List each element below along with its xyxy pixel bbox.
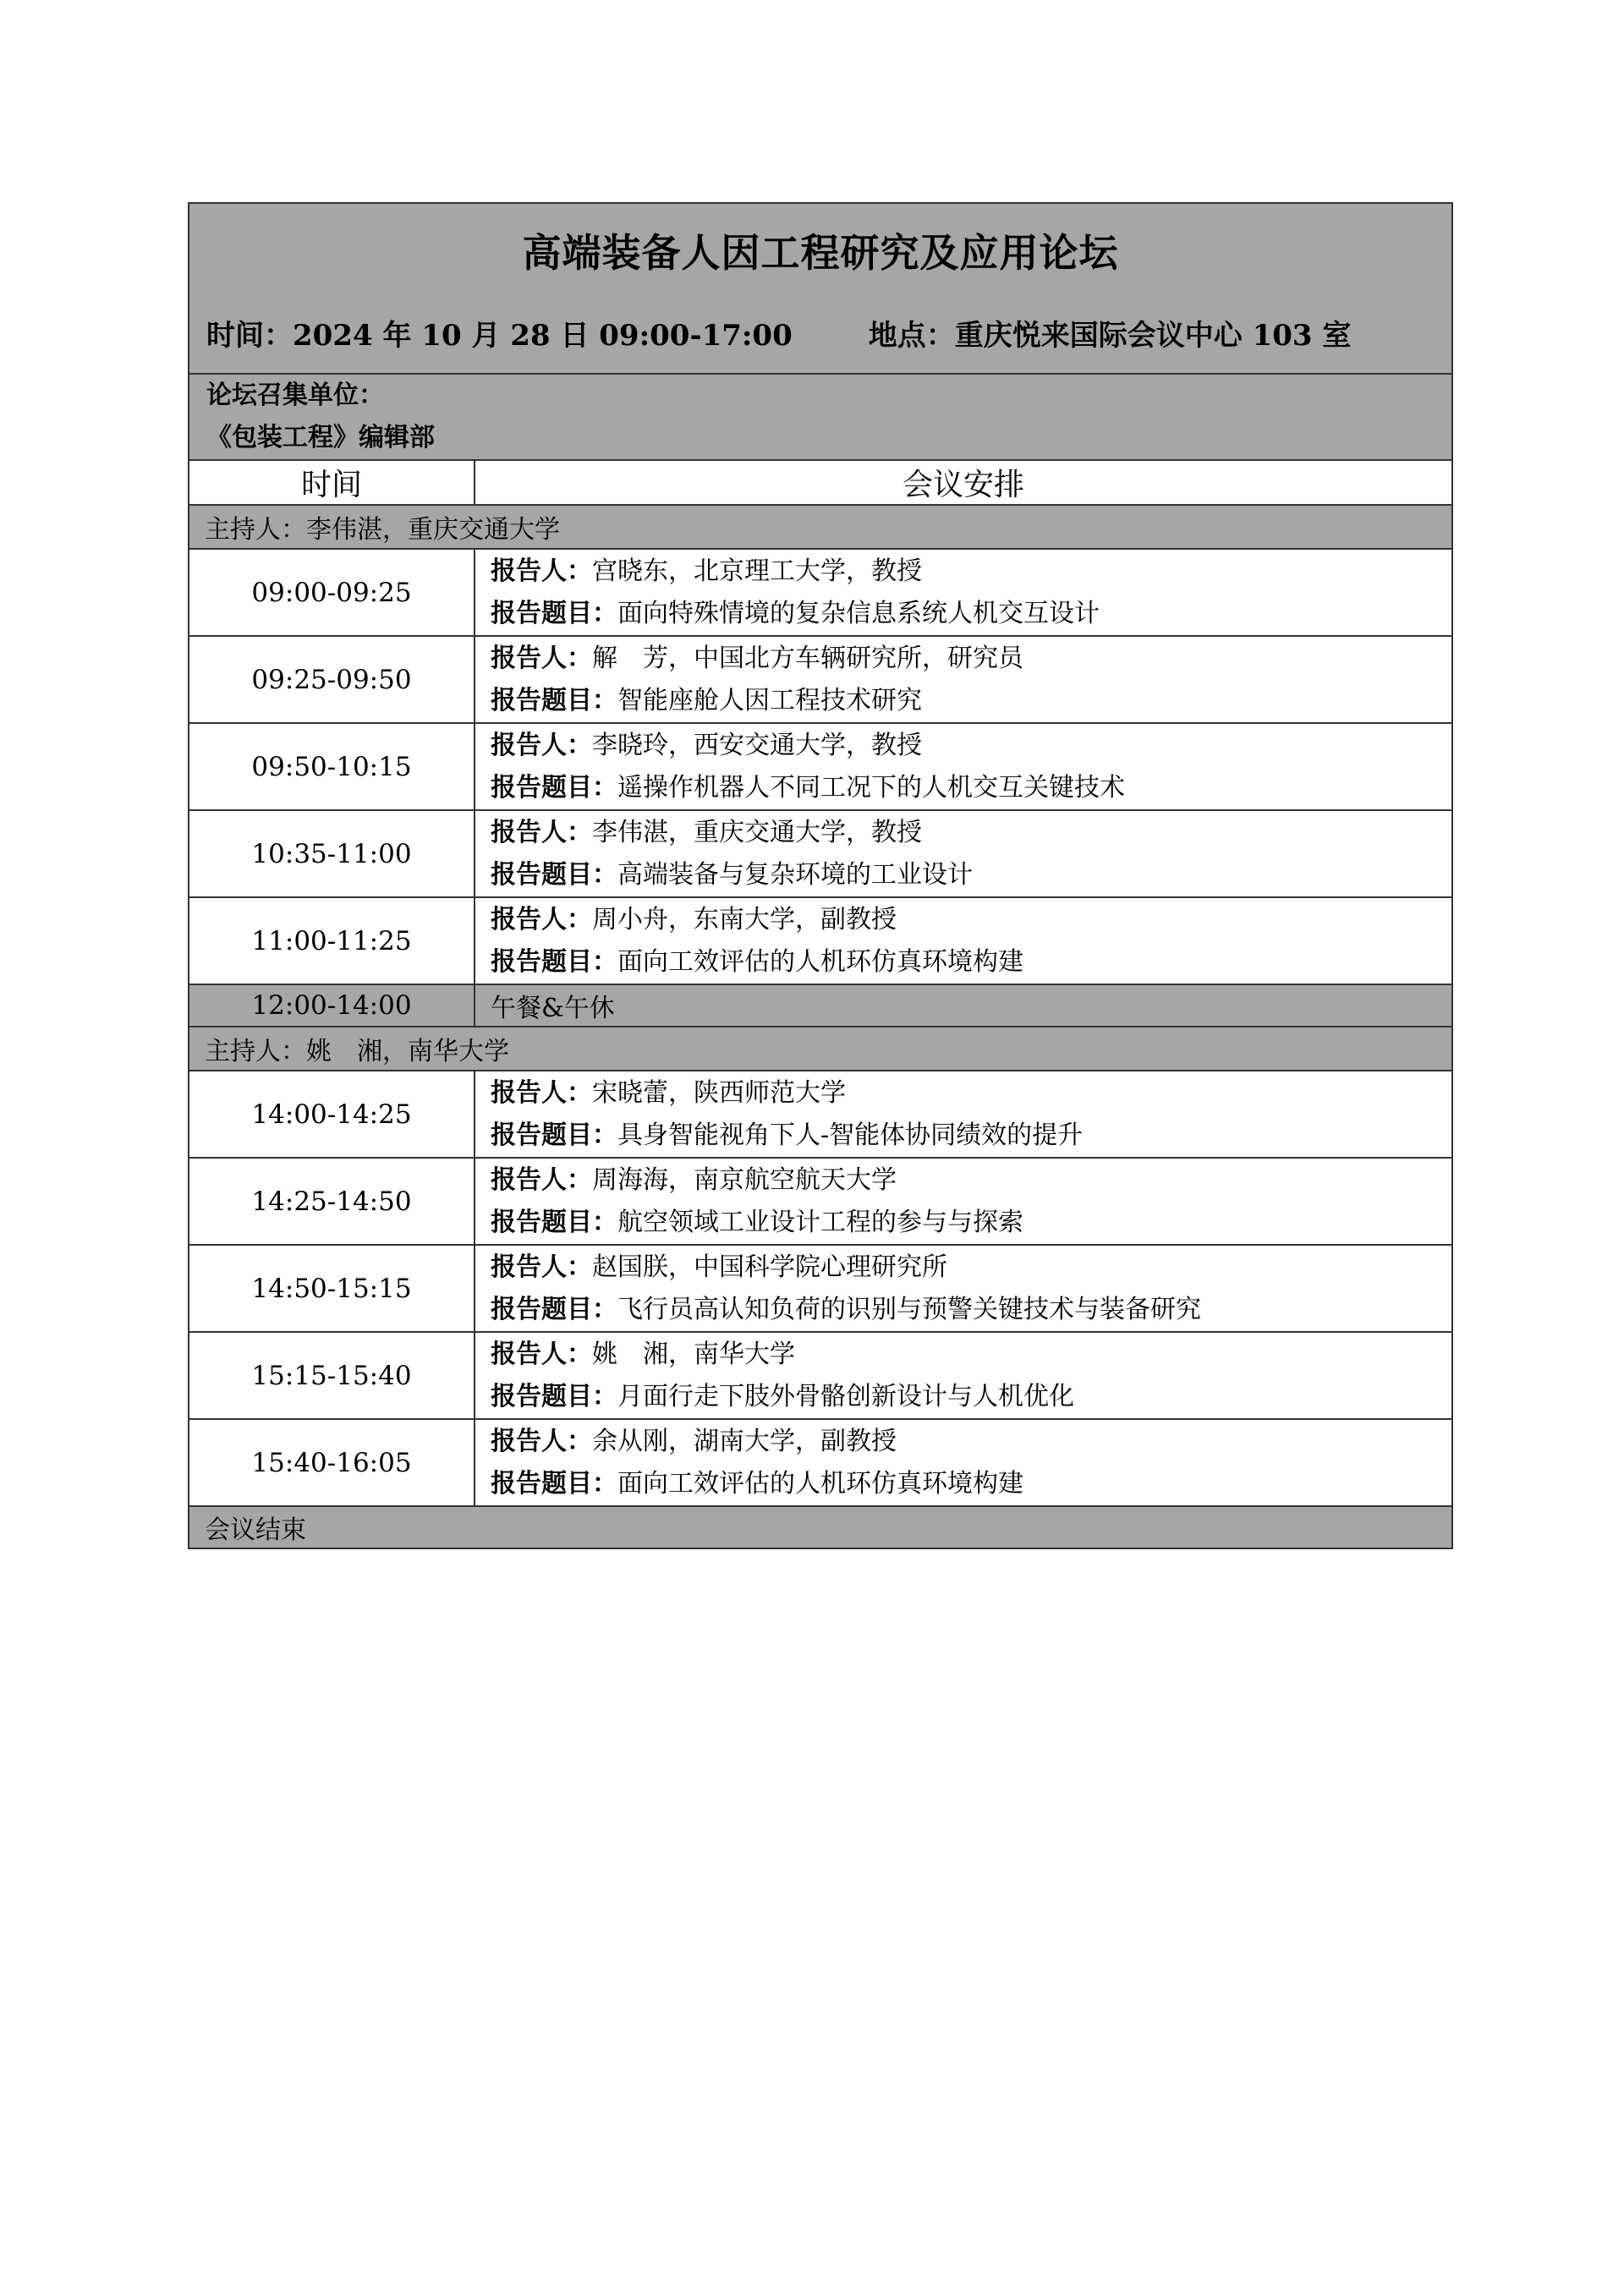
talk-details (475, 1158, 1452, 1245)
topic-value: 航空领域工业设计工程的参与与探索 (617, 1207, 1023, 1237)
speaker-label: 报告人： (491, 1252, 592, 1282)
talk-time: 09:50-10:15 (189, 723, 475, 810)
talk-time: 09:00-09:25 (189, 549, 475, 636)
topic-line (491, 1463, 1451, 1505)
speaker-value: 宋晓蕾，陕西师范大学 (592, 1077, 846, 1108)
speaker-value: 姚 湘，南华大学 (592, 1339, 795, 1369)
speaker-value: 李晓玲，西安交通大学，教授 (592, 730, 922, 760)
topic-label: 报告题目： (491, 1468, 617, 1499)
forum-title: 高端装备人因工程研究及应用论坛 (522, 230, 1119, 276)
lunch-time: 12:00-14:00 (189, 984, 475, 1027)
topic-label: 报告题目： (491, 598, 617, 628)
talk-time: 14:00-14:25 (189, 1071, 475, 1158)
session1-host: 主持人：李伟湛，重庆交通大学 (189, 505, 1452, 549)
speaker-line (491, 899, 1451, 941)
speaker-line (491, 638, 1451, 680)
session2-talks (189, 1071, 1452, 1506)
speaker-value: 周海海，南京航空航天大学 (592, 1164, 897, 1195)
speaker-label: 报告人： (491, 904, 592, 934)
column-header-agenda: 会议安排 (475, 460, 1452, 505)
talk-row (189, 549, 1452, 636)
talk-details (475, 1419, 1452, 1506)
talk-time: 11:00-11:25 (189, 897, 475, 984)
speaker-line (491, 1334, 1451, 1376)
speaker-value: 李伟湛，重庆交通大学，教授 (592, 817, 922, 847)
organizer-label: 论坛召集单位： (206, 381, 384, 410)
talk-time: 10:35-11:00 (189, 810, 475, 897)
speaker-line (491, 1247, 1451, 1289)
talk-row (189, 897, 1452, 984)
speaker-value: 赵国朕，中国科学院心理研究所 (592, 1252, 947, 1282)
topic-line (491, 1376, 1451, 1418)
speaker-line (491, 1159, 1451, 1202)
topic-line (491, 680, 1451, 722)
speaker-label: 报告人： (491, 1077, 592, 1108)
speaker-label: 报告人： (491, 817, 592, 847)
talk-row (189, 723, 1452, 810)
organizer-row (189, 374, 1452, 460)
speaker-label: 报告人： (491, 556, 592, 586)
speaker-line (491, 1421, 1451, 1463)
topic-value: 遥操作机器人不同工况下的人机交互关键技术 (617, 772, 1125, 803)
talk-details (475, 1245, 1452, 1332)
topic-label: 报告题目： (491, 1207, 617, 1237)
talk-row (189, 1071, 1452, 1158)
speaker-value: 宫晓东，北京理工大学，教授 (592, 556, 922, 586)
topic-label: 报告题目： (491, 859, 617, 890)
speaker-line (491, 551, 1451, 593)
schedule-page (188, 202, 1451, 1549)
topic-label: 报告题目： (491, 1381, 617, 1411)
schedule-table (188, 202, 1453, 1549)
talk-time: 15:15-15:40 (189, 1332, 475, 1419)
topic-line (491, 1115, 1451, 1157)
organizer-cell (189, 374, 1452, 460)
talk-time: 09:25-09:50 (189, 636, 475, 723)
talk-details (475, 549, 1452, 636)
talk-details (475, 1332, 1452, 1419)
topic-value: 高端装备与复杂环境的工业设计 (617, 859, 973, 890)
talk-details (475, 1071, 1452, 1158)
talk-details (475, 723, 1452, 810)
speaker-value: 余从刚，湖南大学，副教授 (592, 1426, 897, 1456)
topic-value: 具身智能视角下人-智能体协同绩效的提升 (617, 1120, 1084, 1150)
place-label: 地点： (868, 319, 955, 353)
session1-talks (189, 549, 1452, 984)
topic-value: 面向工效评估的人机环仿真环境构建 (617, 1468, 1023, 1499)
talk-time: 14:25-14:50 (189, 1158, 475, 1245)
header-row (189, 203, 1452, 374)
topic-label: 报告题目： (491, 946, 617, 977)
column-header-row (189, 460, 1452, 505)
time-value: 2024 年 10 月 28 日 09:00-17:00 (293, 319, 793, 353)
topic-label: 报告题目： (491, 1294, 617, 1324)
speaker-value: 周小舟，东南大学，副教授 (592, 904, 897, 934)
place-value: 重庆悦来国际会议中心 103 室 (954, 319, 1352, 353)
meeting-end: 会议结束 (189, 1506, 1452, 1548)
column-header-time: 时间 (189, 460, 475, 505)
talk-details (475, 636, 1452, 723)
topic-line (491, 854, 1451, 896)
topic-label: 报告题目： (491, 772, 617, 803)
speaker-line (491, 812, 1451, 854)
topic-label: 报告题目： (491, 1120, 617, 1150)
speaker-label: 报告人： (491, 1164, 592, 1195)
topic-value: 智能座舱人因工程技术研究 (617, 685, 922, 715)
talk-details (475, 897, 1452, 984)
speaker-label: 报告人： (491, 1426, 592, 1456)
talk-row (189, 1332, 1452, 1419)
talk-row (189, 636, 1452, 723)
forum-info (206, 312, 1351, 353)
talk-time: 14:50-15:15 (189, 1245, 475, 1332)
speaker-line (491, 1072, 1451, 1115)
organizer-value: 《包装工程》编辑部 (206, 423, 435, 452)
session2-host: 主持人：姚 湘，南华大学 (189, 1027, 1452, 1071)
topic-value: 飞行员高认知负荷的识别与预警关键技术与装备研究 (617, 1294, 1201, 1324)
topic-value: 月面行走下肢外骨骼创新设计与人机优化 (617, 1381, 1074, 1411)
lunch-text: 午餐&午休 (475, 984, 1452, 1027)
time-label: 时间： (206, 319, 293, 353)
speaker-line (491, 725, 1451, 767)
talk-time: 15:40-16:05 (189, 1419, 475, 1506)
topic-value: 面向工效评估的人机环仿真环境构建 (617, 946, 1023, 977)
talk-row (189, 810, 1452, 897)
header-cell (189, 203, 1452, 374)
session2-host-row (189, 1027, 1452, 1071)
speaker-label: 报告人： (491, 1339, 592, 1369)
talk-row (189, 1245, 1452, 1332)
session1-host-row (189, 505, 1452, 549)
topic-line (491, 1289, 1451, 1331)
topic-line (491, 593, 1451, 635)
topic-value: 面向特殊情境的复杂信息系统人机交互设计 (617, 598, 1100, 628)
talk-details (475, 810, 1452, 897)
topic-line (491, 941, 1451, 984)
topic-line (491, 767, 1451, 809)
speaker-label: 报告人： (491, 730, 592, 760)
end-row (189, 1506, 1452, 1548)
lunch-row (189, 984, 1452, 1027)
talk-row (189, 1419, 1452, 1506)
talk-row (189, 1158, 1452, 1245)
topic-line (491, 1202, 1451, 1244)
topic-label: 报告题目： (491, 685, 617, 715)
speaker-label: 报告人： (491, 643, 592, 673)
speaker-value: 解 芳，中国北方车辆研究所，研究员 (592, 643, 1023, 673)
